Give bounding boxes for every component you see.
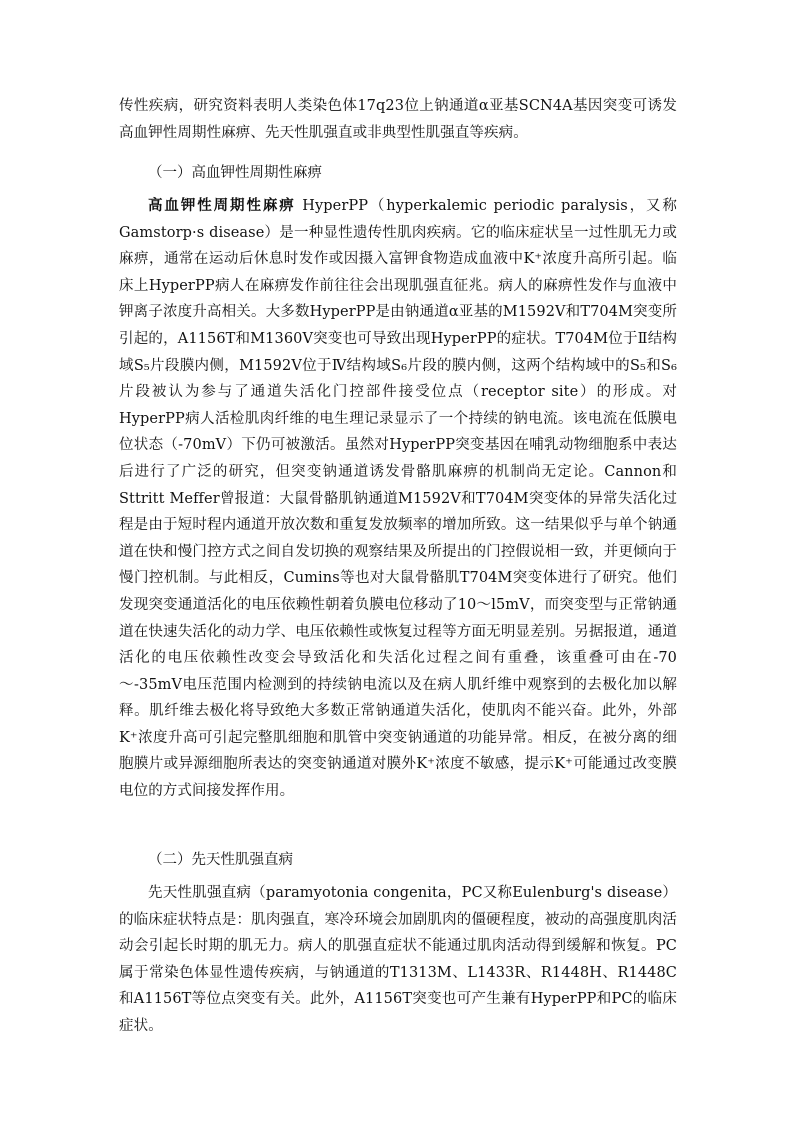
hyperpp-term: 高血钾性周期性麻痹 <box>148 197 296 214</box>
section-heading-pc: （二）先天性肌强直病 <box>148 852 293 868</box>
hyperpp-paragraph <box>119 193 677 805</box>
pc-paragraph: 先天性肌强直病（paramyotonia congenita，PC又称Eulenburg's disease） 的临床症状特点是：肌肉强直，寒冷环境会加剧肌肉的僵硬程度，被动的高强度肌肉活动会引起长时期的肌无力。病人的肌强直症状不能通过肌肉活动得到缓解和恢复。PC属于常染色体显性遗传疾病，与钠通道的T1313M、L1433R、R1448H、R1448C和A1156T等位点突变有关。此外，A1156T突变也可产生兼有HyperPP和PC的临床症状。 <box>119 885 677 1034</box>
intro-paragraph: 传性疾病，研究资料表明人类染色体17q23位上钠通道α亚基SCN4A基因突变可诱发高血钾性周期性麻痹、先天性肌强直或非典型性肌强直等疾病。 <box>119 98 677 141</box>
hyperpp-body-text: HyperPP（hyperkalemic periodic paralysis，又称Gamstorp·s disease）是一种显性遗传性肌肉疾病。它的临床症状呈一过性肌无力或麻痹，通常在运动后休息时发作或因摄入富钾食物造成血液中K⁺浓度升高所引起。临床上HyperPP病人在麻痹发作前往往会出现肌强直征兆。病人的麻痹性发作与血液中钾离子浓度升高相关。大多数HyperPP是由钠通道α亚基的M1592V和T704M突变所引起的，A1156T和M1360V突变也可导致出现HyperPP的症状。T704M位于Ⅱ结构域S₅片段膜内侧，M1592V位于Ⅳ结构域S₆片段的膜内侧，这两个结构域中的S₅和S₆片段被认为参与了通道失活化门控部件接受位点（receptor site）的形成。对HyperPP病人活检肌肉纤维的电生理记录显示了一个持续的钠电流。该电流在低膜电位状态（-70mV）下仍可被激活。虽然对HyperPP突变基因在哺乳动物细胞系中表达后进行了广泛的研究，但突变钠通道诱发骨骼肌麻痹的机制尚无定论。Cannon和Sttritt Meffer曾报道：大鼠骨骼肌钠通道M1592V和T704M突变体的异常失活化过程是由于短时程内通道开放次数和重复发放频率的增加所致。这一结果似乎与单个钠通道在快和慢门控方式之间自发切换的观察结果及所提出的门控假说相一致，并更倾向于慢门控机制。与此相反，Cumins等也对大鼠骨骼肌T704M突变体进行了研究。他们发现突变通道活化的电压依赖性朝着负膜电位移动了10～l5mV，而突变型与正常钠通道在快速失活化的动力学、电压依赖性或恢复过程等方面无明显差别。另据报道，通道活化的电压依赖性改变会导致活化和失活化过程之间有重叠，该重叠可由在-70～-35mV电压范围内检测到的持续钠电流以及在病人肌纤维中观察到的去极化加以解释。肌纤维去极化将导致绝大多数正常钠通道失活化，使肌肉不能兴奋。此外，外部K⁺浓度升高可引起完整肌细胞和肌管中突变钠通道的功能异常。相反，在被分离的细胞膜片或异源细胞所表达的突变钠通道对膜外K⁺浓度不敏感，提示K⁺可能通过改变膜电位的方式间接发挥作用。 <box>119 198 677 800</box>
section-heading-hyperpp: （一）高血钾性周期性麻痹 <box>148 165 322 181</box>
